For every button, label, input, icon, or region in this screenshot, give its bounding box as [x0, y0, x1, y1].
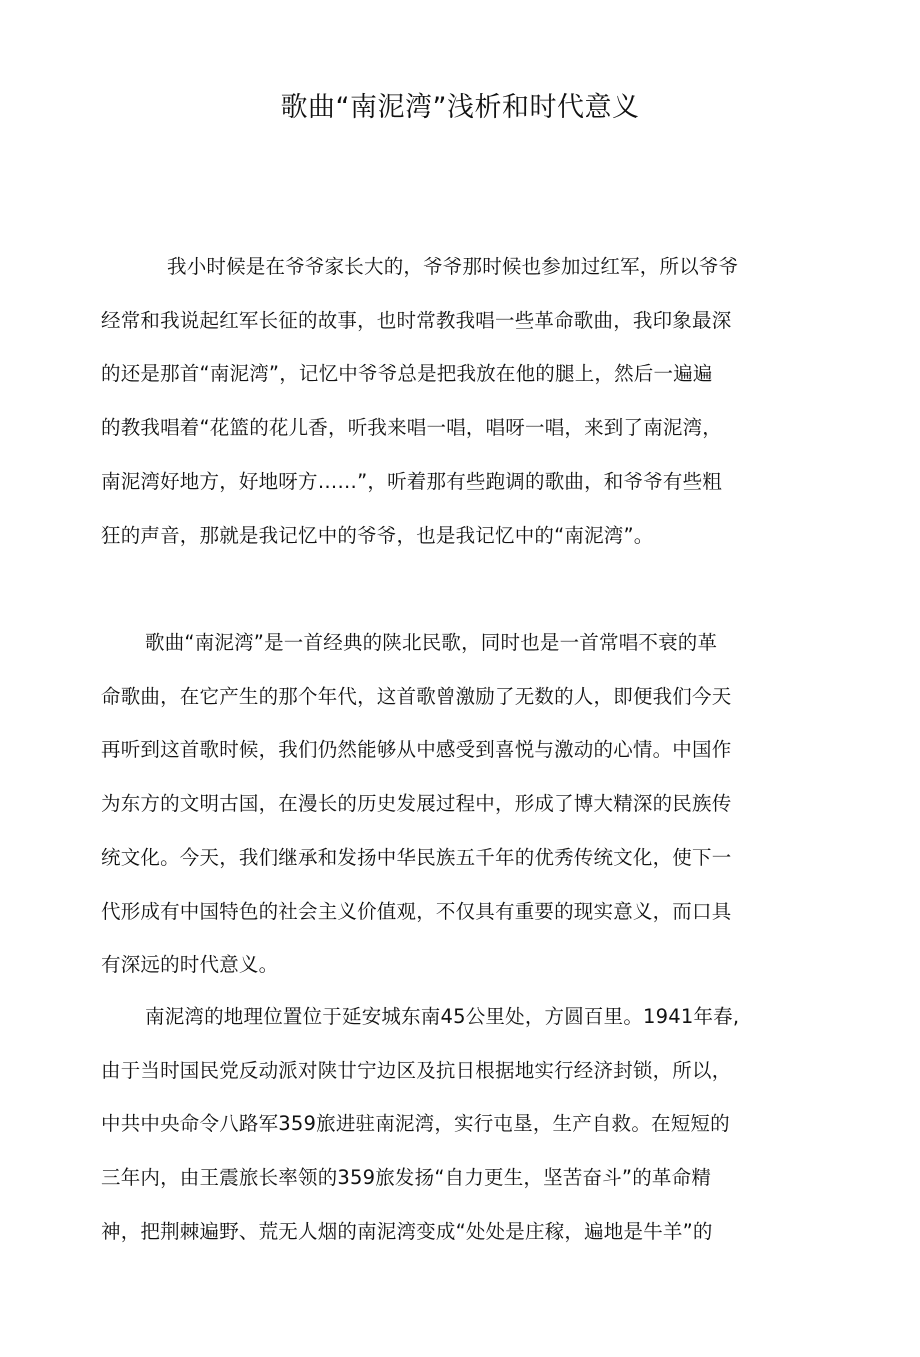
paragraph-line: 歌曲“南泥湾”是一首经典的陕北民歌，同时也是一首常唱不衰的革 [145, 631, 718, 654]
document-title: 歌曲“南泥湾”浅析和时代意义 [280, 92, 640, 123]
paragraph-line: 南泥湾的地理位置位于延安城东南45公里处，方圆百里。1941年春, [145, 1005, 740, 1028]
paragraph-line: 由于当时国民党反动派对陕廿宁边区及抗日根据地实行经济封锁，所以， [101, 1058, 732, 1082]
paragraph-line: 统文化。今天，我们继承和发扬中华民族五千年的优秀传统文化，使下一 [101, 845, 732, 869]
paragraph-song-significance [101, 616, 781, 992]
paragraph-line: 命歌曲，在它产生的那个年代，这首歌曾激励了无数的人，即便我们今天 [101, 684, 732, 708]
paragraph-line: 南泥湾好地方，好地呀方……”，听着那有些跑调的歌曲，和爷爷有些粗 [101, 469, 723, 493]
paragraph-nanniwan-history [101, 990, 781, 1259]
paragraph-line: 经常和我说起红军长征的故事，也时常教我唱一些革命歌曲，我印象最深 [101, 308, 732, 332]
paragraph-line: 的还是那首“南泥湾”，记忆中爷爷总是把我放在他的腿上，然后一遍遍 [101, 362, 713, 386]
paragraph-line: 为东方的文明古国，在漫长的历史发展过程中，形成了博大精深的民族传 [101, 792, 732, 816]
paragraph-line: 再听到这首歌时候，我们仍然能够从中感受到喜悦与激动的心情。中国作 [101, 738, 732, 762]
paragraph-line: 的教我唱着“花篮的花儿香，听我来唱一唱，唱呀一唱，来到了南泥湾， [101, 416, 723, 440]
paragraph-childhood-memory [101, 240, 781, 562]
paragraph-line: 神，把荆棘遍野、荒无人烟的南泥湾变成“处处是庄稼，遍地是牛羊”的 [101, 1219, 713, 1243]
paragraph-line: 狂的声音，那就是我记忆中的爷爷，也是我记忆中的“南泥湾”。 [101, 523, 654, 547]
paragraph-line: 有深远的时代意义。 [101, 953, 279, 977]
paragraph-line: 三年内，由王震旅长率领的359旅发扬“自力更生，坚苦奋斗”的革命精 [101, 1166, 712, 1190]
paragraph-line: 代形成有中国特色的社会主义价值观，不仅具有重要的现实意义，而口具 [101, 899, 732, 923]
paragraph-line: 我小时候是在爷爷家长大的，爷爷那时候也参加过红军，所以爷爷 [167, 255, 739, 278]
paragraph-line: 中共中央命令八路军359旅进驻南泥湾，实行屯垦，生产自救。在短短的 [101, 1112, 730, 1136]
